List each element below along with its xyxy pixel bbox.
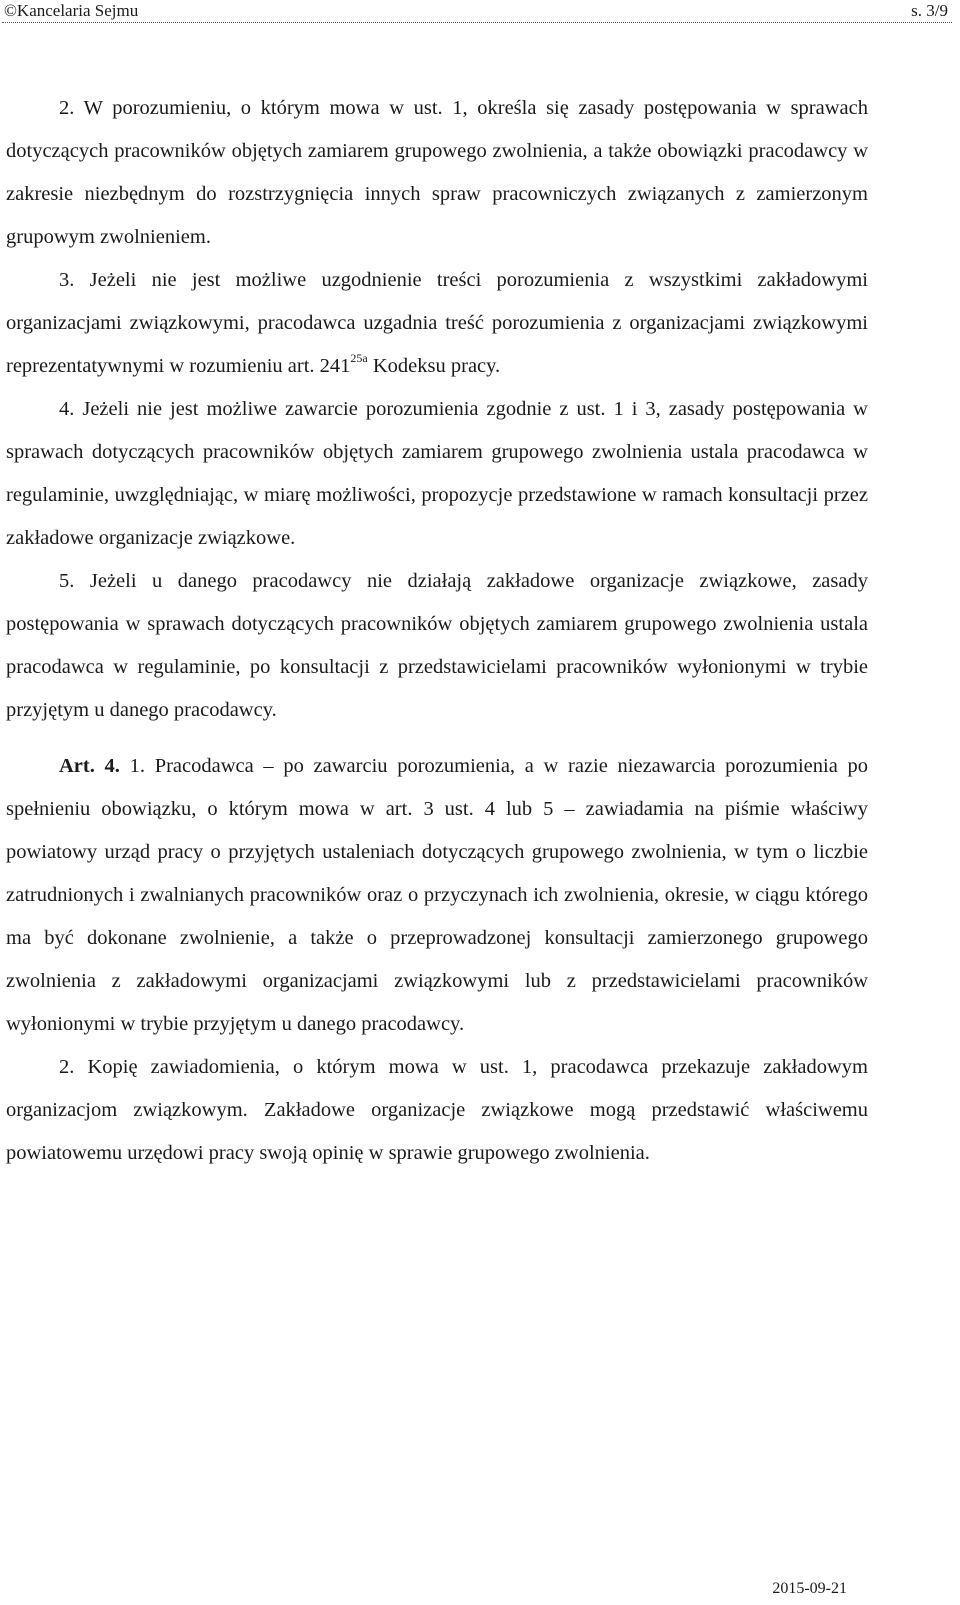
- paragraph-ust-3-tail: Kodeksu pracy.: [367, 355, 501, 377]
- article-4-ust-1: [6, 745, 868, 1046]
- page-number: s. 3/9: [911, 1, 948, 20]
- page-header: [0, 0, 960, 24]
- paragraph-ust-4: 4. Jeżeli nie jest możliwe zawarcie porozumienia zgodnie z ust. 1 i 3, zasady postępowania w sprawach dotyczących pracowników objętych zamiarem grupowego zwolnienia ustala pracodawca w regulaminie, uwzględniając, w miarę możliwości, propozycje przedstawione w ramach konsultacji przez zakładowe organizacje związkowe.: [6, 398, 868, 549]
- copyright-label: ©Kancelaria Sejmu: [4, 1, 139, 20]
- article-4-ust-1-text: 1. Pracodawca – po zawarciu porozumienia, a w razie niezawarcia porozumienia po spełnieniu obowiązku, o którym mowa w art. 3 ust. 4 lub 5 – zawiadamia na piśmie właściwy powiatowy urząd pracy o przyjętych ustaleniach dotyczących grupowego zwolnienia, w tym o liczbie zatrudnionych i zwalnianych pracowników oraz o przyczynach ich zwolnienia, okresie, w ciągu którego ma być dokonane zwolnienie, a także o przeprowadzonej konsultacji zamierzonego grupowego zwolnienia z zakładowymi organizacjami związkowymi lub z przedstawicielami pracowników wyłonionymi w trybie przyjętym u danego pracodawcy.: [6, 755, 869, 1035]
- article-4-ust-2: 2. Kopię zawiadomienia, o którym mowa w ust. 1, pracodawca przekazuje zakładowym organizacjom związkowym. Zakładowe organizacje związkowe mogą przedstawić właściwemu powiatowemu urzędowi pracy swoją opinię w sprawie grupowego zwolnienia.: [6, 1056, 868, 1164]
- superscript-25a: 25a: [350, 351, 368, 365]
- document-body: [6, 87, 868, 1175]
- paragraph-ust-3-text: 3. Jeżeli nie jest możliwe uzgodnienie treści porozumienia z wszystkimi zakładowymi organizacjami związkowymi, pracodawca uzgadnia treść porozumienia z organizacjami związkowymi reprezentatywnymi w rozumieniu art. 241: [6, 269, 868, 377]
- document-date: 2015-09-21: [772, 1580, 847, 1597]
- paragraph-ust-3: [6, 259, 868, 388]
- article-4-label: Art. 4.: [59, 755, 120, 777]
- paragraph-ust-5: 5. Jeżeli u danego pracodawcy nie działają zakładowe organizacje związkowe, zasady postępowania w sprawach dotyczących pracowników objętych zamiarem grupowego zwolnienia ustala pracodawca w regulaminie, po konsultacji z przedstawicielami pracowników wyłonionymi w trybie przyjętym u danego pracodawcy.: [6, 570, 868, 721]
- header-divider: [2, 22, 952, 23]
- paragraph-ust-2: 2. W porozumieniu, o którym mowa w ust. 1, określa się zasady postępowania w sprawach dotyczących pracowników objętych zamiarem grupowego zwolnienia, a także obowiązki pracodawcy w zakresie niezbędnym do rozstrzygnięcia innych spraw pracowniczych związanych z zamierzonym grupowym zwolnieniem.: [6, 97, 868, 248]
